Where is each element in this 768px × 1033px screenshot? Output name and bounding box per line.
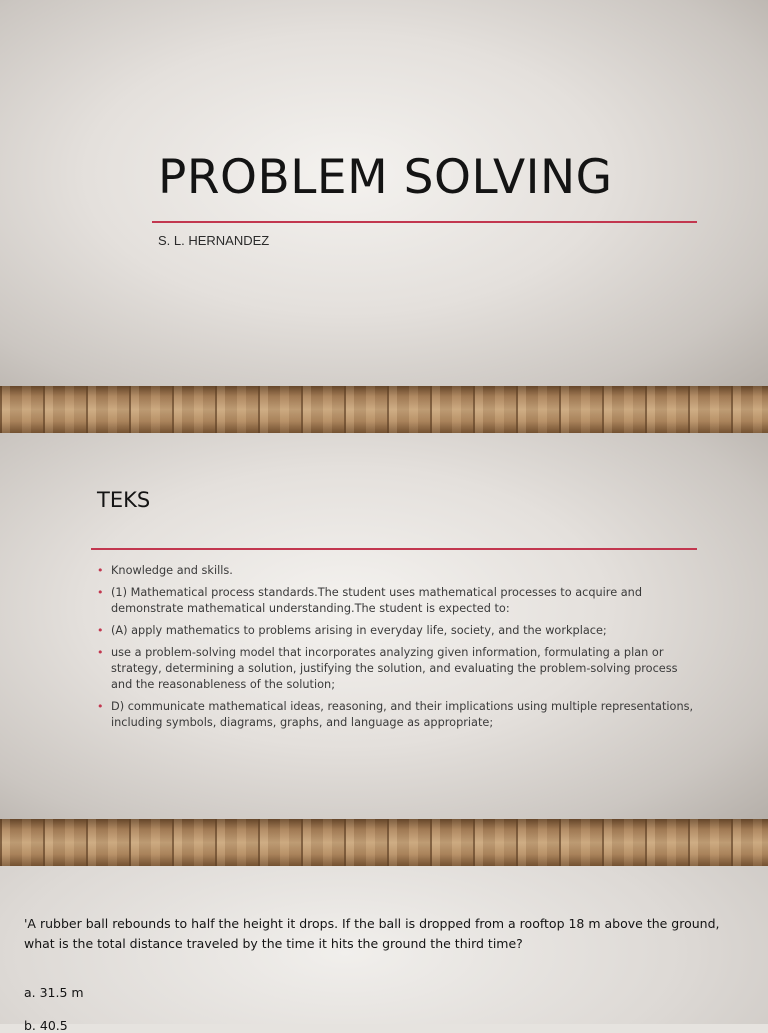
slide-heading: TEKS [97, 488, 151, 512]
list-item: • D) communicate mathematical ideas, reasoning, and their implications using multiple representations, including symbols, diagrams, graphs, and language as appropriate; [97, 700, 694, 729]
wood-floor-divider [0, 819, 768, 866]
list-item: • Knowledge and skills. [97, 564, 233, 577]
list-item: • (1) Mathematical process standards.The student uses mathematical processes to acquire and demonstrate mathematical understanding.The student is expected to: [97, 586, 642, 615]
wood-floor-divider [0, 386, 768, 433]
title-slide [0, 0, 768, 386]
bullet-icon: • [97, 700, 104, 713]
problem-question: 'A rubber ball rebounds to half the height it drops. If the ball is dropped from a rooftop 18 m above the ground, what is the total distance traveled by the time it hits the ground the third time? [24, 916, 720, 951]
bullet-icon: • [97, 646, 104, 659]
bullet-icon: • [97, 586, 104, 599]
bullet-icon: • [97, 624, 104, 637]
heading-divider [91, 548, 697, 550]
answer-option: a. 31.5 m [24, 985, 84, 1000]
teks-bullet-list [97, 563, 697, 737]
teks-slide [0, 433, 768, 819]
author-subtitle: S. L. HERNANDEZ [158, 233, 270, 248]
problem-slide [0, 866, 768, 1033]
bullet-icon: • [97, 564, 104, 577]
answer-option: b. 40.5 [24, 1018, 68, 1033]
title-divider [152, 221, 697, 223]
list-item: • use a problem-solving model that incorporates analyzing given information, formulating a plan or strategy, determining a solution, justifying the solution, and evaluating the problem-solving process and the reasonableness of the solution; [97, 646, 678, 691]
list-item: • (A) apply mathematics to problems arising in everyday life, society, and the workplace; [97, 624, 607, 637]
slide-title: PROBLEM SOLVING [158, 150, 613, 205]
